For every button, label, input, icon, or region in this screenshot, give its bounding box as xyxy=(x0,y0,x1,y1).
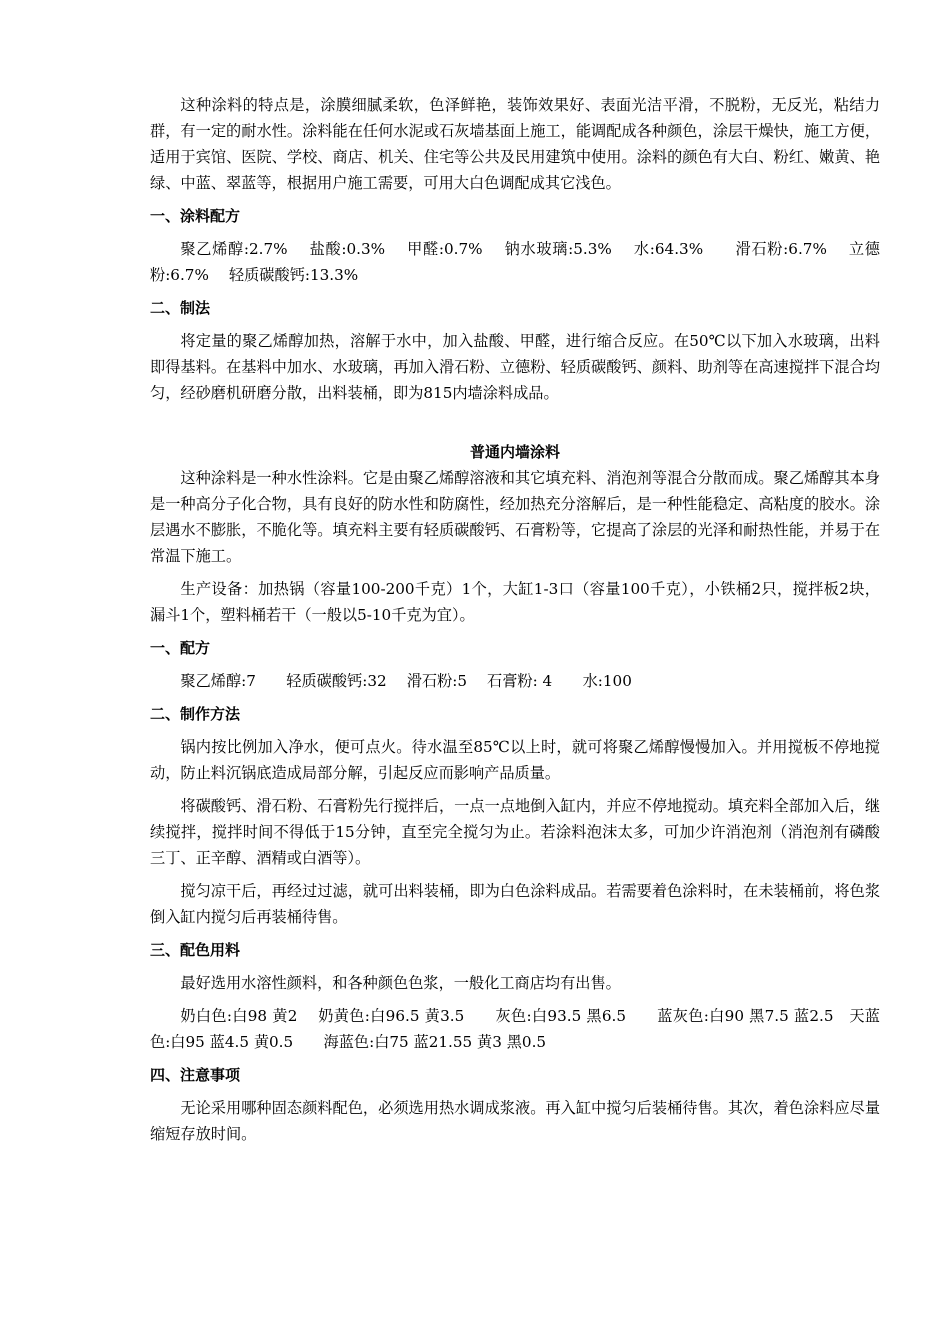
heading-formula: 一、配方 xyxy=(150,639,211,657)
paragraph-notes: 无论采用哪种固态颜料配色，必须选用热水调成浆液。再入缸中搅匀后装桶待售。其次，着色涂料应尽量缩短存放时间。 xyxy=(150,1099,880,1143)
paragraph-formula: 聚乙烯醇:7 轻质碳酸钙:32 滑石粉:5 石膏粉: 4 水:100 xyxy=(180,672,632,690)
document-page xyxy=(150,92,880,1154)
paragraph-equipment: 生产设备：加热锅（容量100-200千克）1个，大缸1-3口（容量100千克），小铁桶2只，搅拌板2块，漏斗1个，塑料桶若干（一般以5-10千克为宜）。 xyxy=(150,580,880,624)
paragraph-method-2: 将碳酸钙、滑石粉、石膏粉先行搅拌后，一点一点地倒入缸内，并应不停地搅动。填充料全部加入后，继续搅拌，搅拌时间不得低于15分钟，直至完全搅匀为止。若涂料泡沫太多，可加少许消泡剂（消泡剂有磷酸三丁、正辛醇、酒精或白酒等）。 xyxy=(150,797,880,867)
heading-coating-formula: 一、涂料配方 xyxy=(150,207,241,225)
paragraph-method-3: 搅匀凉干后，再经过过滤，就可出料装桶，即为白色涂料成品。若需要着色涂料时，在未装桶前，将色浆倒入缸内搅匀后再装桶待售。 xyxy=(150,882,880,926)
heading-notes: 四、注意事项 xyxy=(150,1066,241,1084)
paragraph-intro: 这种涂料的特点是，涂膜细腻柔软，色泽鲜艳，装饰效果好、表面光洁平滑，不脱粉，无反光，粘结力群，有一定的耐水性。涂料能在任何水泥或石灰墙基面上施工，能调配成各种颜色，涂层干燥快，施工方便，适用于宾馆、医院、学校、商店、机关、住宅等公共及民用建筑中使用。涂料的颜色有大白、粉红、嫩黄、艳绿、中蓝、翠蓝等，根据用户施工需要，可用大白色调配成其它浅色。 xyxy=(150,96,880,192)
paragraph-preparation-method: 将定量的聚乙烯醇加热，溶解于水中，加入盐酸、甲醛，进行缩合反应。在50℃以下加入水玻璃，出料即得基料。在基料中加水、水玻璃，再加入滑石粉、立德粉、轻质碳酸钙、颜料、助剂等在高速搅拌下混合均匀，经砂磨机研磨分散，出料装桶，即为815内墙涂料成品。 xyxy=(150,332,880,402)
heading-production-method: 二、制作方法 xyxy=(150,705,241,723)
paragraph-method-1: 锅内按比例加入净水，便可点火。待水温至85℃以上时，就可将聚乙烯醇慢慢加入。并用搅板不停地搅动，防止料沉锅底造成局部分解，引起反应而影响产品质量。 xyxy=(150,738,880,782)
heading-preparation-method: 二、制法 xyxy=(150,299,211,317)
paragraph-color-2: 奶白色:白98 黄2 奶黄色:白96.5 黄3.5 灰色:白93.5 黑6.5 蓝灰色:白90 黑7.5 蓝2.5 天蓝色:白95 蓝4.5 黄0.5 海蓝色:白75 蓝21.55 黄3 黑0.5 xyxy=(150,1007,880,1051)
paragraph-section2-intro: 这种涂料是一种水性涂料。它是由聚乙烯醇溶液和其它填充料、消泡剂等混合分散而成。聚乙烯醇其本身是一种高分子化合物，具有良好的防水性和防腐性，经加热充分溶解后，是一种性能稳定、高粘度的胶水。涂层遇水不膨胀，不脆化等。填充料主要有轻质碳酸钙、石膏粉等，它提高了涂层的光泽和耐热性能，并易于在常温下施工。 xyxy=(150,469,880,565)
section-spacer xyxy=(150,413,880,439)
paragraph-color-1: 最好选用水溶性颜料，和各种颜色色浆，一般化工商店均有出售。 xyxy=(180,974,621,992)
paragraph-coating-formula: 聚乙烯醇:2.7% 盐酸:0.3% 甲醛:0.7% 钠水玻璃:5.3% 水:64.3% 滑石粉:6.7% 立德粉:6.7% 轻质碳酸钙:13.3% xyxy=(150,240,880,284)
section-title: 普通内墙涂料 xyxy=(469,443,560,461)
heading-color-materials: 三、配色用料 xyxy=(150,941,241,959)
